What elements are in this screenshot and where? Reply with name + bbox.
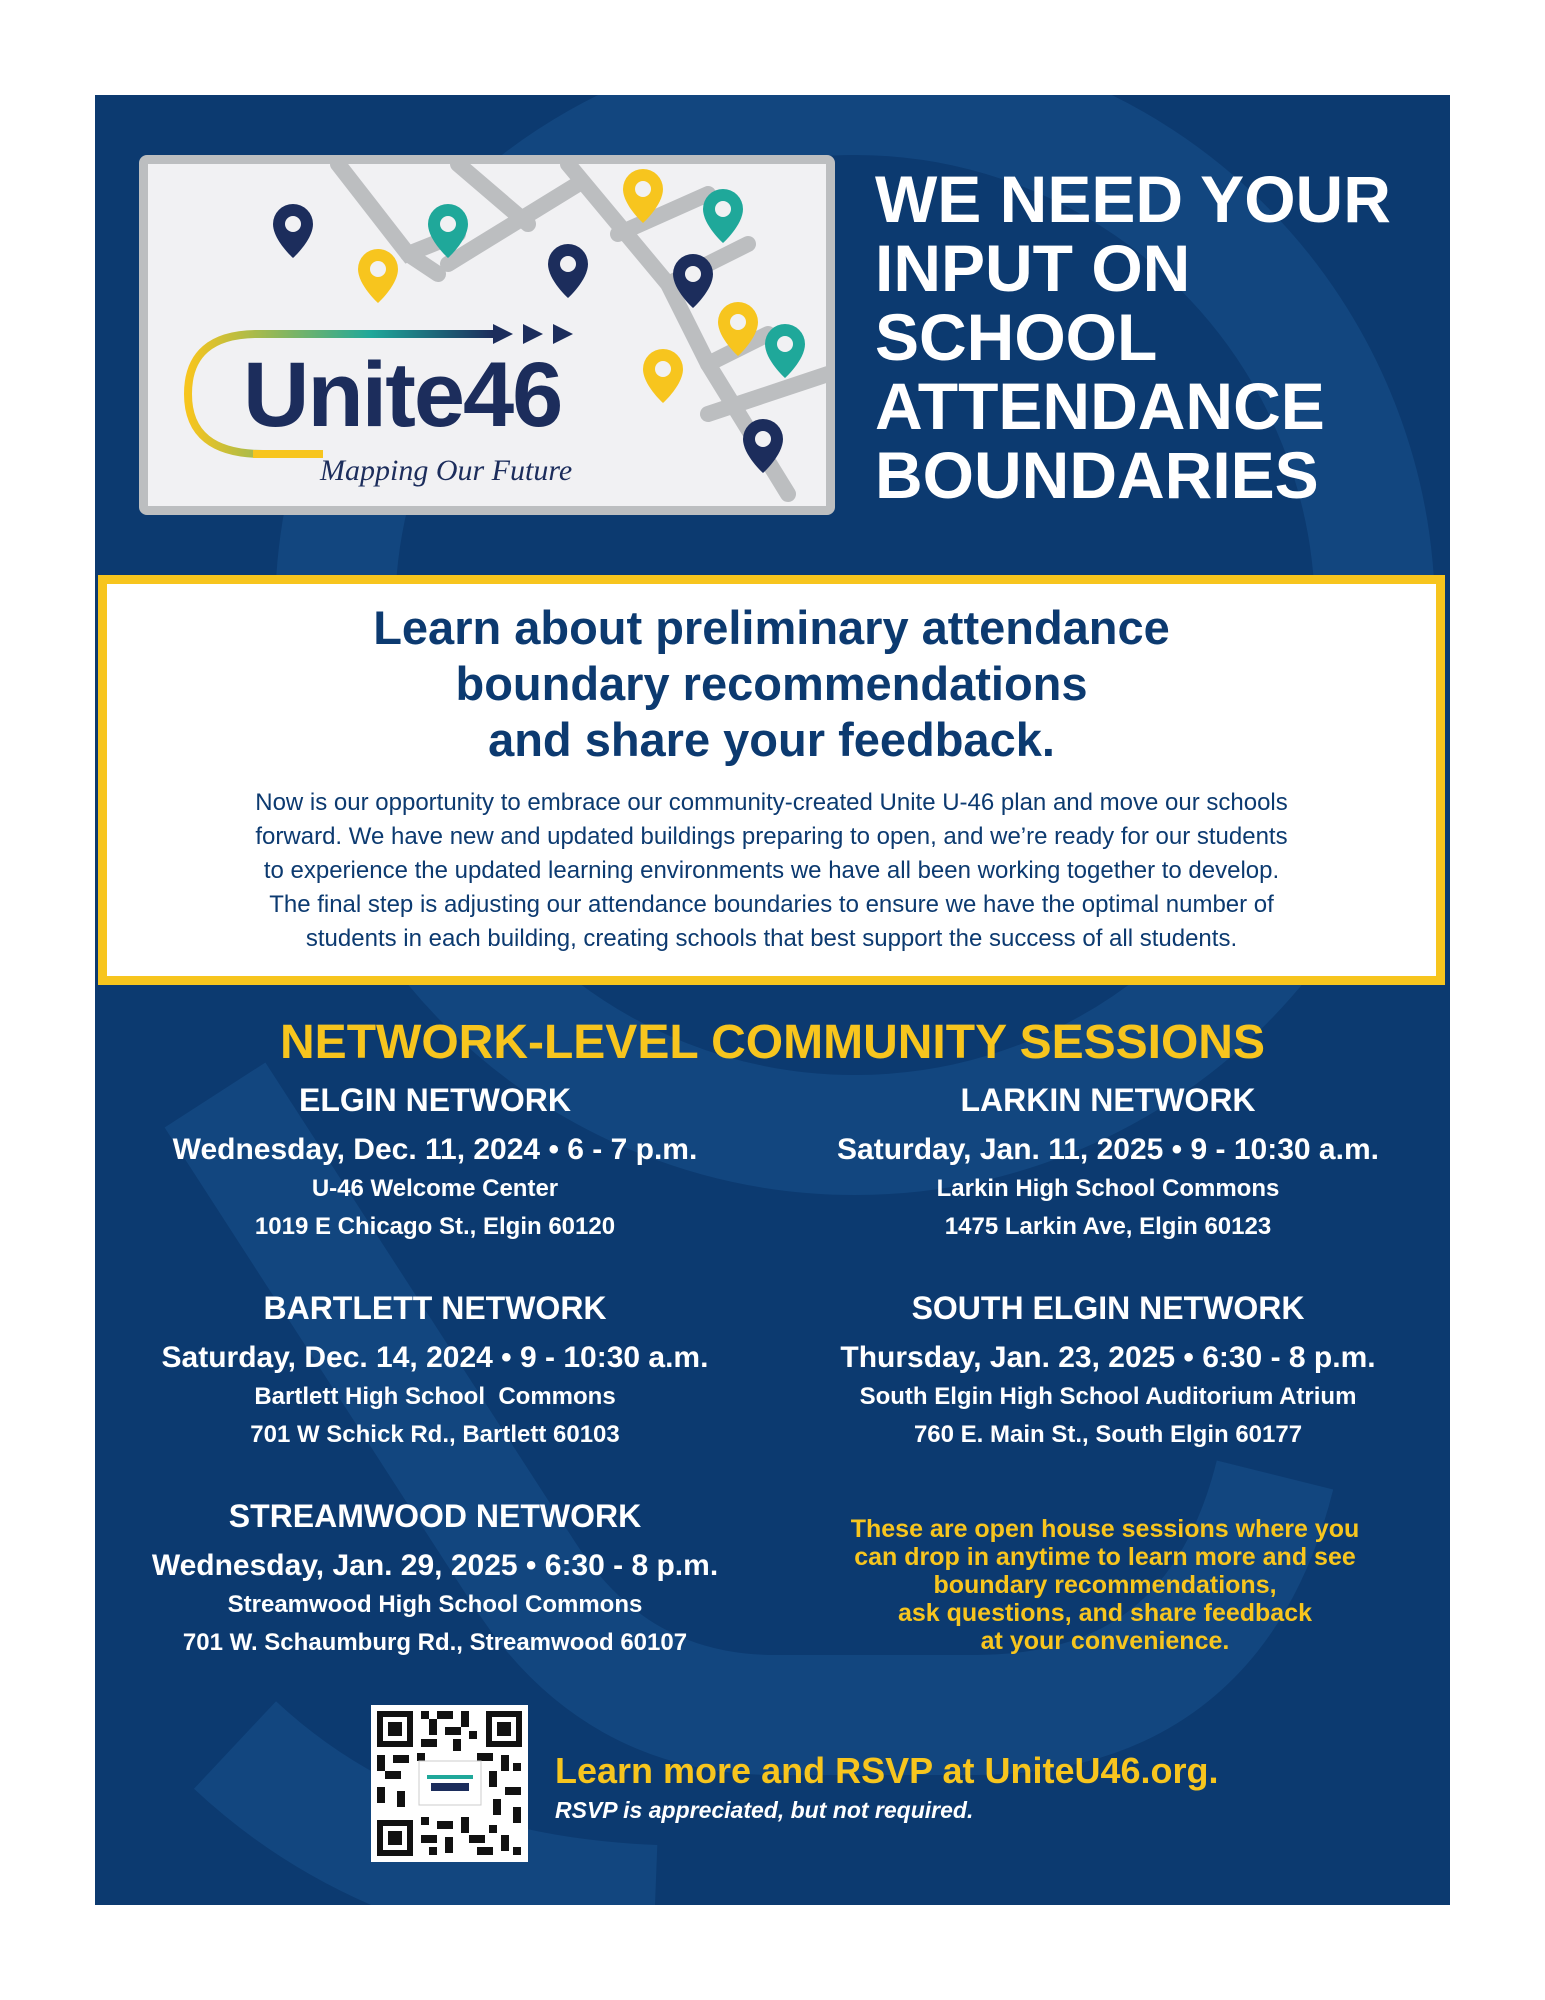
network-south-elgin: [778, 1288, 1438, 1454]
intro-body: [172, 786, 1372, 956]
headline-line: SCHOOL: [875, 300, 1158, 374]
intro-body-line: Now is our opportunity to embrace our community-created Unite U-46 plan and move our schools: [255, 789, 1288, 816]
intro-box: [98, 575, 1445, 985]
headline-line: INPUT ON: [875, 231, 1191, 305]
session-address: 1475 Larkin Ave, Elgin 60123: [944, 1213, 1272, 1240]
network-larkin: [778, 1080, 1438, 1246]
network-bartlett: [105, 1288, 765, 1454]
rsvp-note: RSVP is appreciated, but not required.: [555, 1797, 974, 1823]
open-house-line: ask questions, and share feedback: [897, 1599, 1313, 1627]
session-date: Wednesday, Dec. 11, 2024 • 6 - 7 p.m.: [172, 1133, 698, 1166]
intro-body-line: The final step is adjusting our attendance boundaries to ensure we have the optimal number of: [269, 891, 1274, 918]
intro-heading-line: and share your feedback.: [488, 713, 1055, 766]
open-house-line: at your convenience.: [980, 1627, 1230, 1655]
session-date: Wednesday, Jan. 29, 2025 • 6:30 - 8 p.m.: [151, 1549, 719, 1582]
session-venue: Streamwood High School Commons: [227, 1591, 643, 1618]
session-venue: South Elgin High School Auditorium Atrium: [859, 1383, 1357, 1410]
logo-wordmark: Unite46: [243, 344, 562, 446]
logo-tagline: Mapping Our Future: [320, 454, 573, 487]
network-name: STREAMWOOD NETWORK: [228, 1498, 642, 1534]
open-house-line: These are open house sessions where you: [850, 1515, 1360, 1543]
session-address: 701 W. Schaumburg Rd., Streamwood 60107: [182, 1629, 688, 1656]
open-house-line: can drop in anytime to learn more and see: [854, 1543, 1356, 1571]
open-house-note: [795, 1515, 1415, 1655]
session-venue: Bartlett High School Commons: [254, 1383, 616, 1410]
headline-line: BOUNDARIES: [875, 438, 1319, 512]
rsvp-link[interactable]: Learn more and RSVP at UniteU46.org.: [555, 1750, 1219, 1791]
intro-body-line: students in each building, creating schools that best support the success of all students.: [305, 925, 1238, 952]
network-name: ELGIN NETWORK: [299, 1082, 571, 1118]
intro-heading: [172, 600, 1372, 768]
qr-code-graphic: [371, 1705, 528, 1862]
network-elgin: [105, 1080, 765, 1246]
session-address: 760 E. Main St., South Elgin 60177: [913, 1421, 1303, 1448]
session-venue: U-46 Welcome Center: [311, 1175, 559, 1202]
intro-heading-line: boundary recommendations: [455, 657, 1088, 710]
headline: [875, 162, 1435, 512]
flyer-panel: [95, 95, 1450, 1905]
qr-code[interactable]: [371, 1705, 528, 1862]
network-streamwood: [105, 1496, 765, 1662]
intro-body-line: forward. We have new and updated buildings preparing to open, and we’re ready for our students: [255, 823, 1288, 850]
session-date: Saturday, Dec. 14, 2024 • 9 - 10:30 a.m.: [161, 1341, 709, 1374]
session-date: Thursday, Jan. 23, 2025 • 6:30 - 8 p.m.: [840, 1341, 1376, 1374]
headline-line: WE NEED YOUR: [875, 162, 1391, 236]
intro-body-line: to experience the updated learning environments we have all been working together to develop.: [263, 857, 1280, 884]
session-date: Saturday, Jan. 11, 2025 • 9 - 10:30 a.m.: [837, 1133, 1379, 1166]
headline-line: ATTENDANCE: [875, 369, 1325, 443]
session-venue: Larkin High School Commons: [936, 1175, 1280, 1202]
network-name: BARTLETT NETWORK: [263, 1290, 607, 1326]
open-house-line: boundary recommendations,: [933, 1571, 1277, 1599]
network-name: SOUTH ELGIN NETWORK: [911, 1290, 1305, 1326]
session-address: 701 W Schick Rd., Bartlett 60103: [250, 1421, 620, 1448]
unite46-logo-card: [139, 155, 835, 515]
session-address: 1019 E Chicago St., Elgin 60120: [254, 1213, 616, 1240]
intro-heading-line: Learn about preliminary attendance: [373, 601, 1170, 654]
sessions-title: NETWORK-LEVEL COMMUNITY SESSIONS: [280, 1016, 1265, 1069]
network-name: LARKIN NETWORK: [960, 1082, 1256, 1118]
